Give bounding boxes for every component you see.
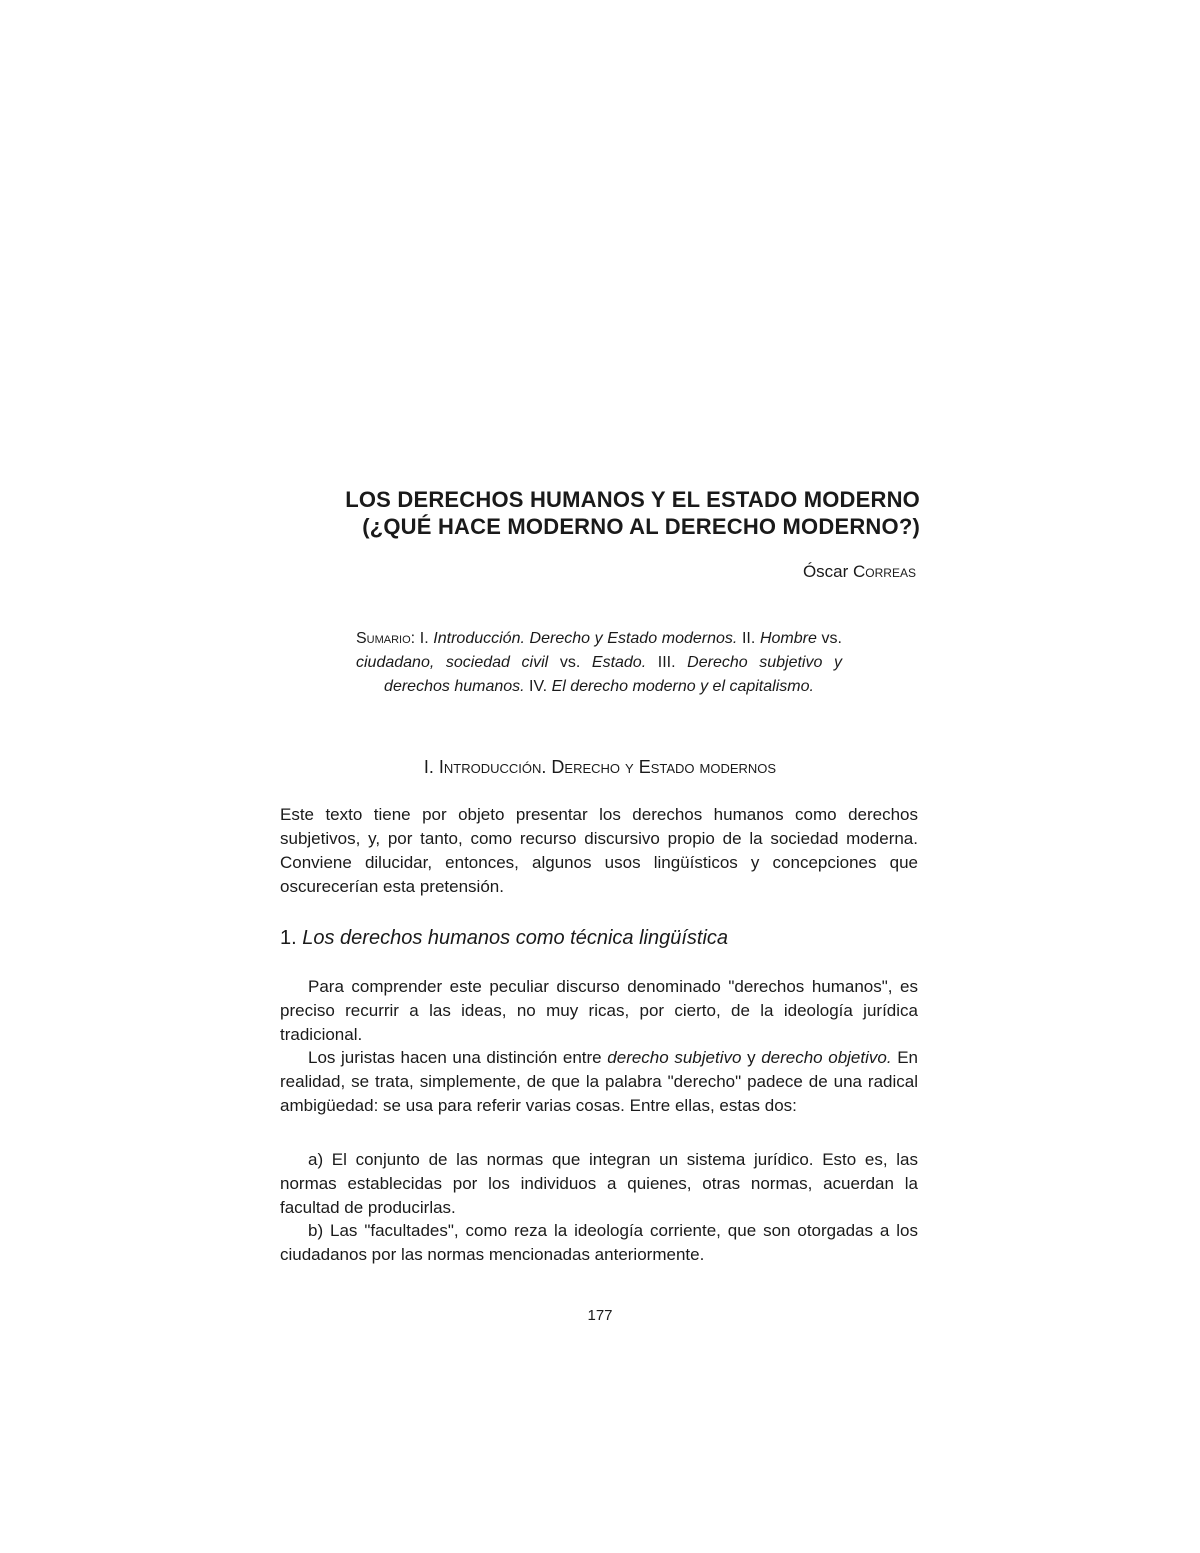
sumario-num-4: IV. <box>529 678 548 695</box>
section-heading-text: Introducción. Derecho y Estado modernos <box>438 757 777 777</box>
subsection-title: Los derechos humanos como técnica lingüística <box>302 927 729 949</box>
p2-text-b: y <box>747 1048 756 1067</box>
section-heading <box>280 757 920 778</box>
body-paragraph-2 <box>280 1046 918 1118</box>
sumario-item-3: Derecho subjetivo y derechos humanos. <box>384 654 842 695</box>
subsection-heading <box>280 927 920 950</box>
sumario-item-4: El derecho moderno y el capitalismo. <box>551 678 814 695</box>
sumario-item-1: Introducción. Derecho y Estado modernos. <box>433 630 738 647</box>
article-title-line-1: LOS DERECHOS HUMANOS Y EL ESTADO MODERNO <box>345 487 920 512</box>
sumario-vs-2: vs. <box>559 654 581 671</box>
section-heading-number: I. <box>423 757 434 777</box>
sumario-label: Sumario: <box>356 630 416 647</box>
sumario-num-3: III. <box>657 654 676 671</box>
sumario-vs-1: vs. <box>821 630 842 647</box>
p2-text-a: Los juristas hacen una distinción entre <box>308 1048 602 1067</box>
list-item-a: a) El conjunto de las normas que integran un sistema jurídico. Esto es, las normas establecidas por los individuos a quienes, otras normas, acuerdan la facultad de producirlas. <box>280 1150 918 1217</box>
author <box>280 562 916 582</box>
subsection-number: 1. <box>280 927 297 949</box>
page-number: 177 <box>587 1307 613 1324</box>
sumario <box>356 627 842 699</box>
author-last-name: Correas <box>853 562 916 581</box>
p2-emphasis-2: derecho objetivo. <box>761 1048 892 1067</box>
body-paragraph-1: Para comprender este peculiar discurso denominado "derechos humanos", es preciso recurrir a las ideas, no muy ricas, por cierto, de la ideología jurídica tradicional. <box>280 977 918 1044</box>
sumario-item-2a: Hombre <box>759 630 817 647</box>
sumario-num-2: II. <box>741 630 756 647</box>
article-title-line-2: (¿QUÉ HACE MODERNO AL DERECHO MODERNO?) <box>362 514 920 539</box>
sumario-num-1: I. <box>419 630 429 647</box>
p2-text-c: En realidad, se trata, simplemente, de que la palabra "derecho" padece de una radical ambigüedad: se usa para referir varias cosas. Entre ellas, estas dos: <box>280 1048 918 1115</box>
intro-paragraph: Este texto tiene por objeto presentar los derechos humanos como derechos subjetivos, y, por tanto, como recurso discursivo propio de la sociedad moderna. Conviene dilucidar, entonces, algunos usos lingüísticos y concepciones que oscurecerían esta pretensión. <box>280 805 918 896</box>
author-first-name: Óscar <box>802 562 849 581</box>
sumario-item-2b: ciudadano, sociedad civil <box>356 654 549 671</box>
list-item-b: b) Las "facultades", como reza la ideología corriente, que son otorgadas a los ciudadanos por las normas mencionadas anteriormente. <box>280 1221 918 1264</box>
sumario-item-2c: Estado. <box>591 654 647 671</box>
p2-emphasis-1: derecho subjetivo <box>607 1048 742 1067</box>
